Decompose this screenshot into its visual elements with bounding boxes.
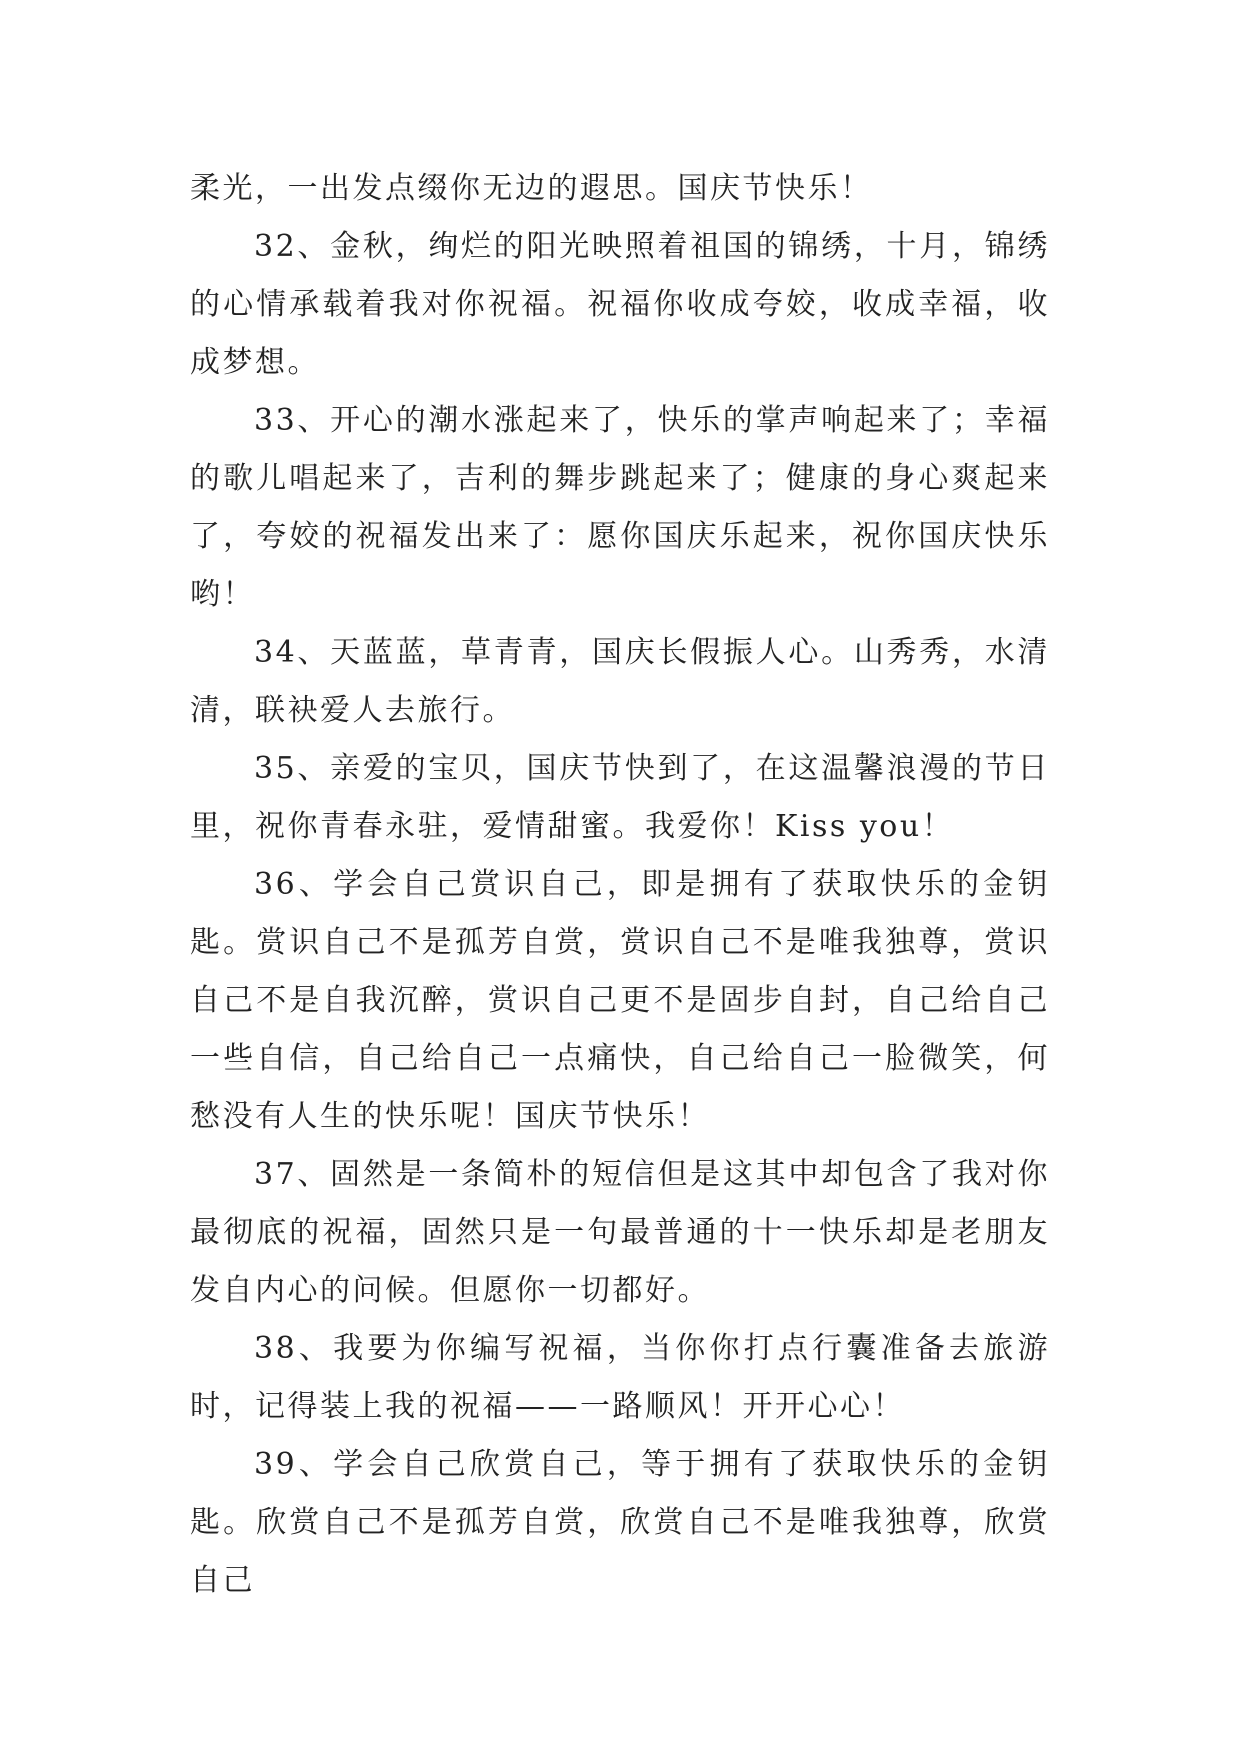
paragraph-33: 33、开心的潮水涨起来了，快乐的掌声响起来了；幸福的歌儿唱起来了，吉利的舞步跳起来了；健康的身心爽起来了，夸姣的祝福发出来了：愿你国庆乐起来，祝你国庆快乐哟！ bbox=[190, 403, 1050, 612]
paragraph-38: 38、我要为你编写祝福，当你你打点行囊准备去旅游时，记得装上我的祝福——一路顺风！开开心心！ bbox=[190, 1331, 1050, 1424]
paragraph-34: 34、天蓝蓝，草青青，国庆长假振人心。山秀秀，水清清，联袂爱人去旅行。 bbox=[190, 635, 1050, 728]
paragraph-39: 39、学会自己欣赏自己，等于拥有了获取快乐的金钥匙。欣赏自己不是孤芳自赏，欣赏自己不是唯我独尊，欣赏自己 bbox=[190, 1447, 1050, 1598]
paragraph-32: 32、金秋，绚烂的阳光映照着祖国的锦绣，十月，锦绣的心情承载着我对你祝福。祝福你收成夸姣，收成幸福，收成梦想。 bbox=[190, 229, 1050, 380]
document-body bbox=[190, 160, 1050, 1610]
paragraph-continuation: 柔光，一出发点缀你无边的遐思。国庆节快乐！ bbox=[190, 171, 873, 206]
paragraph-37: 37、固然是一条简朴的短信但是这其中却包含了我对你最彻底的祝福，固然只是一句最普通的十一快乐却是老朋友发自内心的问候。但愿你一切都好。 bbox=[190, 1157, 1050, 1308]
paragraph-36: 36、学会自己赏识自己，即是拥有了获取快乐的金钥匙。赏识自己不是孤芳自赏，赏识自己不是唯我独尊，赏识自己不是自我沉醉，赏识自己更不是固步自封，自己给自己一些自信，自己给自己一点痛快，自己给自己一脸微笑，何愁没有人生的快乐呢！国庆节快乐！ bbox=[190, 867, 1050, 1134]
paragraph-35: 35、亲爱的宝贝，国庆节快到了，在这温馨浪漫的节日里，祝你青春永驻，爱情甜蜜。我爱你！Kiss you！ bbox=[190, 751, 1050, 844]
